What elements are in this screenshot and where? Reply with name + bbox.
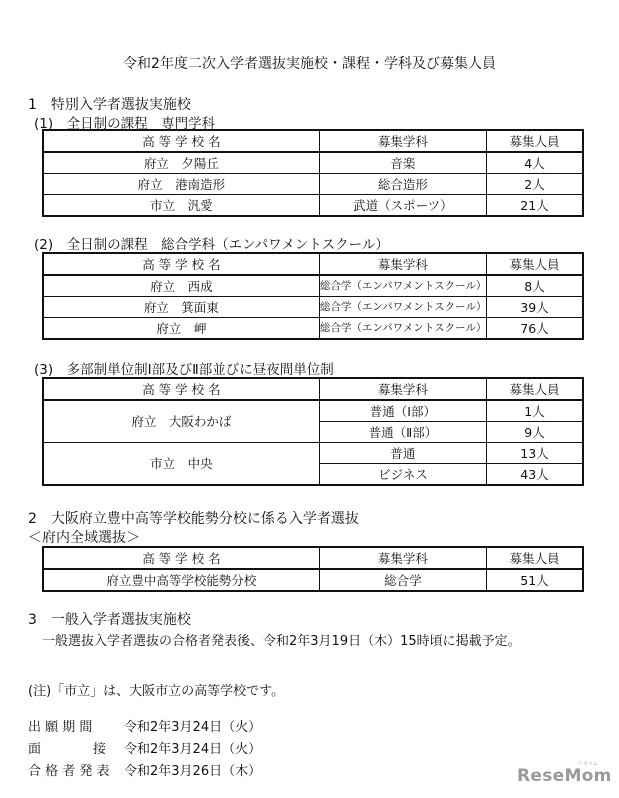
- school-name: 府立 箕面東: [43, 297, 319, 318]
- table-row: [43, 297, 583, 318]
- schedule-row: [28, 738, 261, 757]
- enroll-count: 43人: [486, 464, 583, 486]
- resemom-logo: ReseMom: [517, 766, 612, 786]
- section2-table: [42, 546, 584, 592]
- school-name: 府立 港南造形: [43, 174, 319, 195]
- section3-body: 一般選抜入学者選抜の合格者発表後、令和2年3月19日（木）15時頃に掲載予定。: [42, 634, 521, 649]
- school-name: 府立豊中高等学校能勢分校: [43, 569, 319, 591]
- header-dept: 募集学科: [319, 253, 486, 275]
- dept-name: 総合学（エンパワメントスクール）: [319, 318, 486, 340]
- header-count: 募集人員: [486, 547, 583, 569]
- school-name: 府立 西成: [43, 275, 319, 297]
- schedule-value: 令和2年3月24日（火）: [124, 742, 262, 757]
- dept-name: ビジネス: [319, 464, 486, 486]
- enroll-count: 1人: [486, 400, 583, 422]
- section2-subheading: ＜府内全域選抜＞: [28, 530, 140, 546]
- schedule-row: [28, 760, 261, 779]
- dept-name: 総合学: [319, 569, 486, 591]
- table-row: [43, 318, 583, 340]
- header-school: 高 等 学 校 名: [43, 253, 319, 275]
- table-header-row: [43, 253, 583, 275]
- enroll-count: 39人: [486, 297, 583, 318]
- schedule-row: [28, 716, 261, 735]
- header-school: 高 等 学 校 名: [43, 547, 319, 569]
- dept-name: 総合学（エンパワメントスクール）: [319, 275, 486, 297]
- table-header-row: [43, 378, 583, 400]
- school-name: 府立 夕陽丘: [43, 152, 319, 174]
- dept-name: 普通: [319, 443, 486, 464]
- sub3-table: [42, 377, 584, 486]
- dept-name: 普通（Ⅰ部）: [319, 400, 486, 422]
- enroll-count: 51人: [486, 569, 583, 591]
- dept-name: 総合造形: [319, 174, 486, 195]
- enroll-count: 4人: [486, 152, 583, 174]
- school-name: 市立 中央: [43, 443, 319, 486]
- dept-name: 普通（Ⅱ部）: [319, 422, 486, 443]
- enroll-count: 9人: [486, 422, 583, 443]
- table-row: [43, 152, 583, 174]
- header-count: 募集人員: [486, 253, 583, 275]
- schedule-value: 令和2年3月26日（木）: [124, 764, 262, 779]
- enroll-count: 8人: [486, 275, 583, 297]
- schedule-label: 合 格 者 発 表: [28, 764, 110, 779]
- header-count: 募集人員: [486, 130, 583, 152]
- schedule-label: 出 願 期 間: [28, 720, 93, 735]
- schedule-label: 面 接: [28, 742, 107, 757]
- table-header-row: [43, 130, 583, 152]
- sub2-table: [42, 252, 584, 340]
- school-name: 府立 大阪わかば: [43, 400, 319, 443]
- school-name: 市立 汎愛: [43, 195, 319, 217]
- table-row: [43, 275, 583, 297]
- header-dept: 募集学科: [319, 547, 486, 569]
- header-school: 高 等 学 校 名: [43, 130, 319, 152]
- table-header-row: [43, 547, 583, 569]
- table-row: [43, 569, 583, 591]
- schedule-value: 令和2年3月24日（火）: [124, 720, 262, 735]
- header-dept: 募集学科: [319, 130, 486, 152]
- sub1-heading: (1) 全日制の課程 専門学科: [34, 116, 216, 132]
- header-school: 高 等 学 校 名: [43, 378, 319, 400]
- enroll-count: 76人: [486, 318, 583, 340]
- section1-heading: 1 特別入学者選抜実施校: [28, 97, 191, 113]
- enroll-count: 21人: [486, 195, 583, 217]
- dept-name: 音楽: [319, 152, 486, 174]
- dept-name: 総合学（エンパワメントスクール）: [319, 297, 486, 318]
- sub3-heading: (3) 多部制単位制Ⅰ部及びⅡ部並びに昼夜間単位制: [34, 362, 334, 378]
- logo-subtext: リセマム: [578, 761, 598, 767]
- section3-heading: 3 一般入学者選抜実施校: [28, 612, 191, 628]
- table-row: [43, 174, 583, 195]
- page-title: 令和2年度二次入学者選抜実施校・課程・学科及び募集人員: [123, 56, 496, 72]
- section2-heading: 2 大阪府立豊中高等学校能勢分校に係る入学者選抜: [28, 511, 359, 527]
- sub1-table: [42, 129, 584, 217]
- table-row: [43, 400, 583, 422]
- enroll-count: 13人: [486, 443, 583, 464]
- table-row: [43, 195, 583, 217]
- header-dept: 募集学科: [319, 378, 486, 400]
- enroll-count: 2人: [486, 174, 583, 195]
- note-text: (注)「市立」は、大阪市立の高等学校です。: [28, 684, 285, 699]
- sub2-heading: (2) 全日制の課程 総合学科（エンパワメントスクール）: [34, 237, 389, 253]
- header-count: 募集人員: [486, 378, 583, 400]
- table-row: [43, 443, 583, 464]
- dept-name: 武道（スポーツ）: [319, 195, 486, 217]
- school-name: 府立 岬: [43, 318, 319, 340]
